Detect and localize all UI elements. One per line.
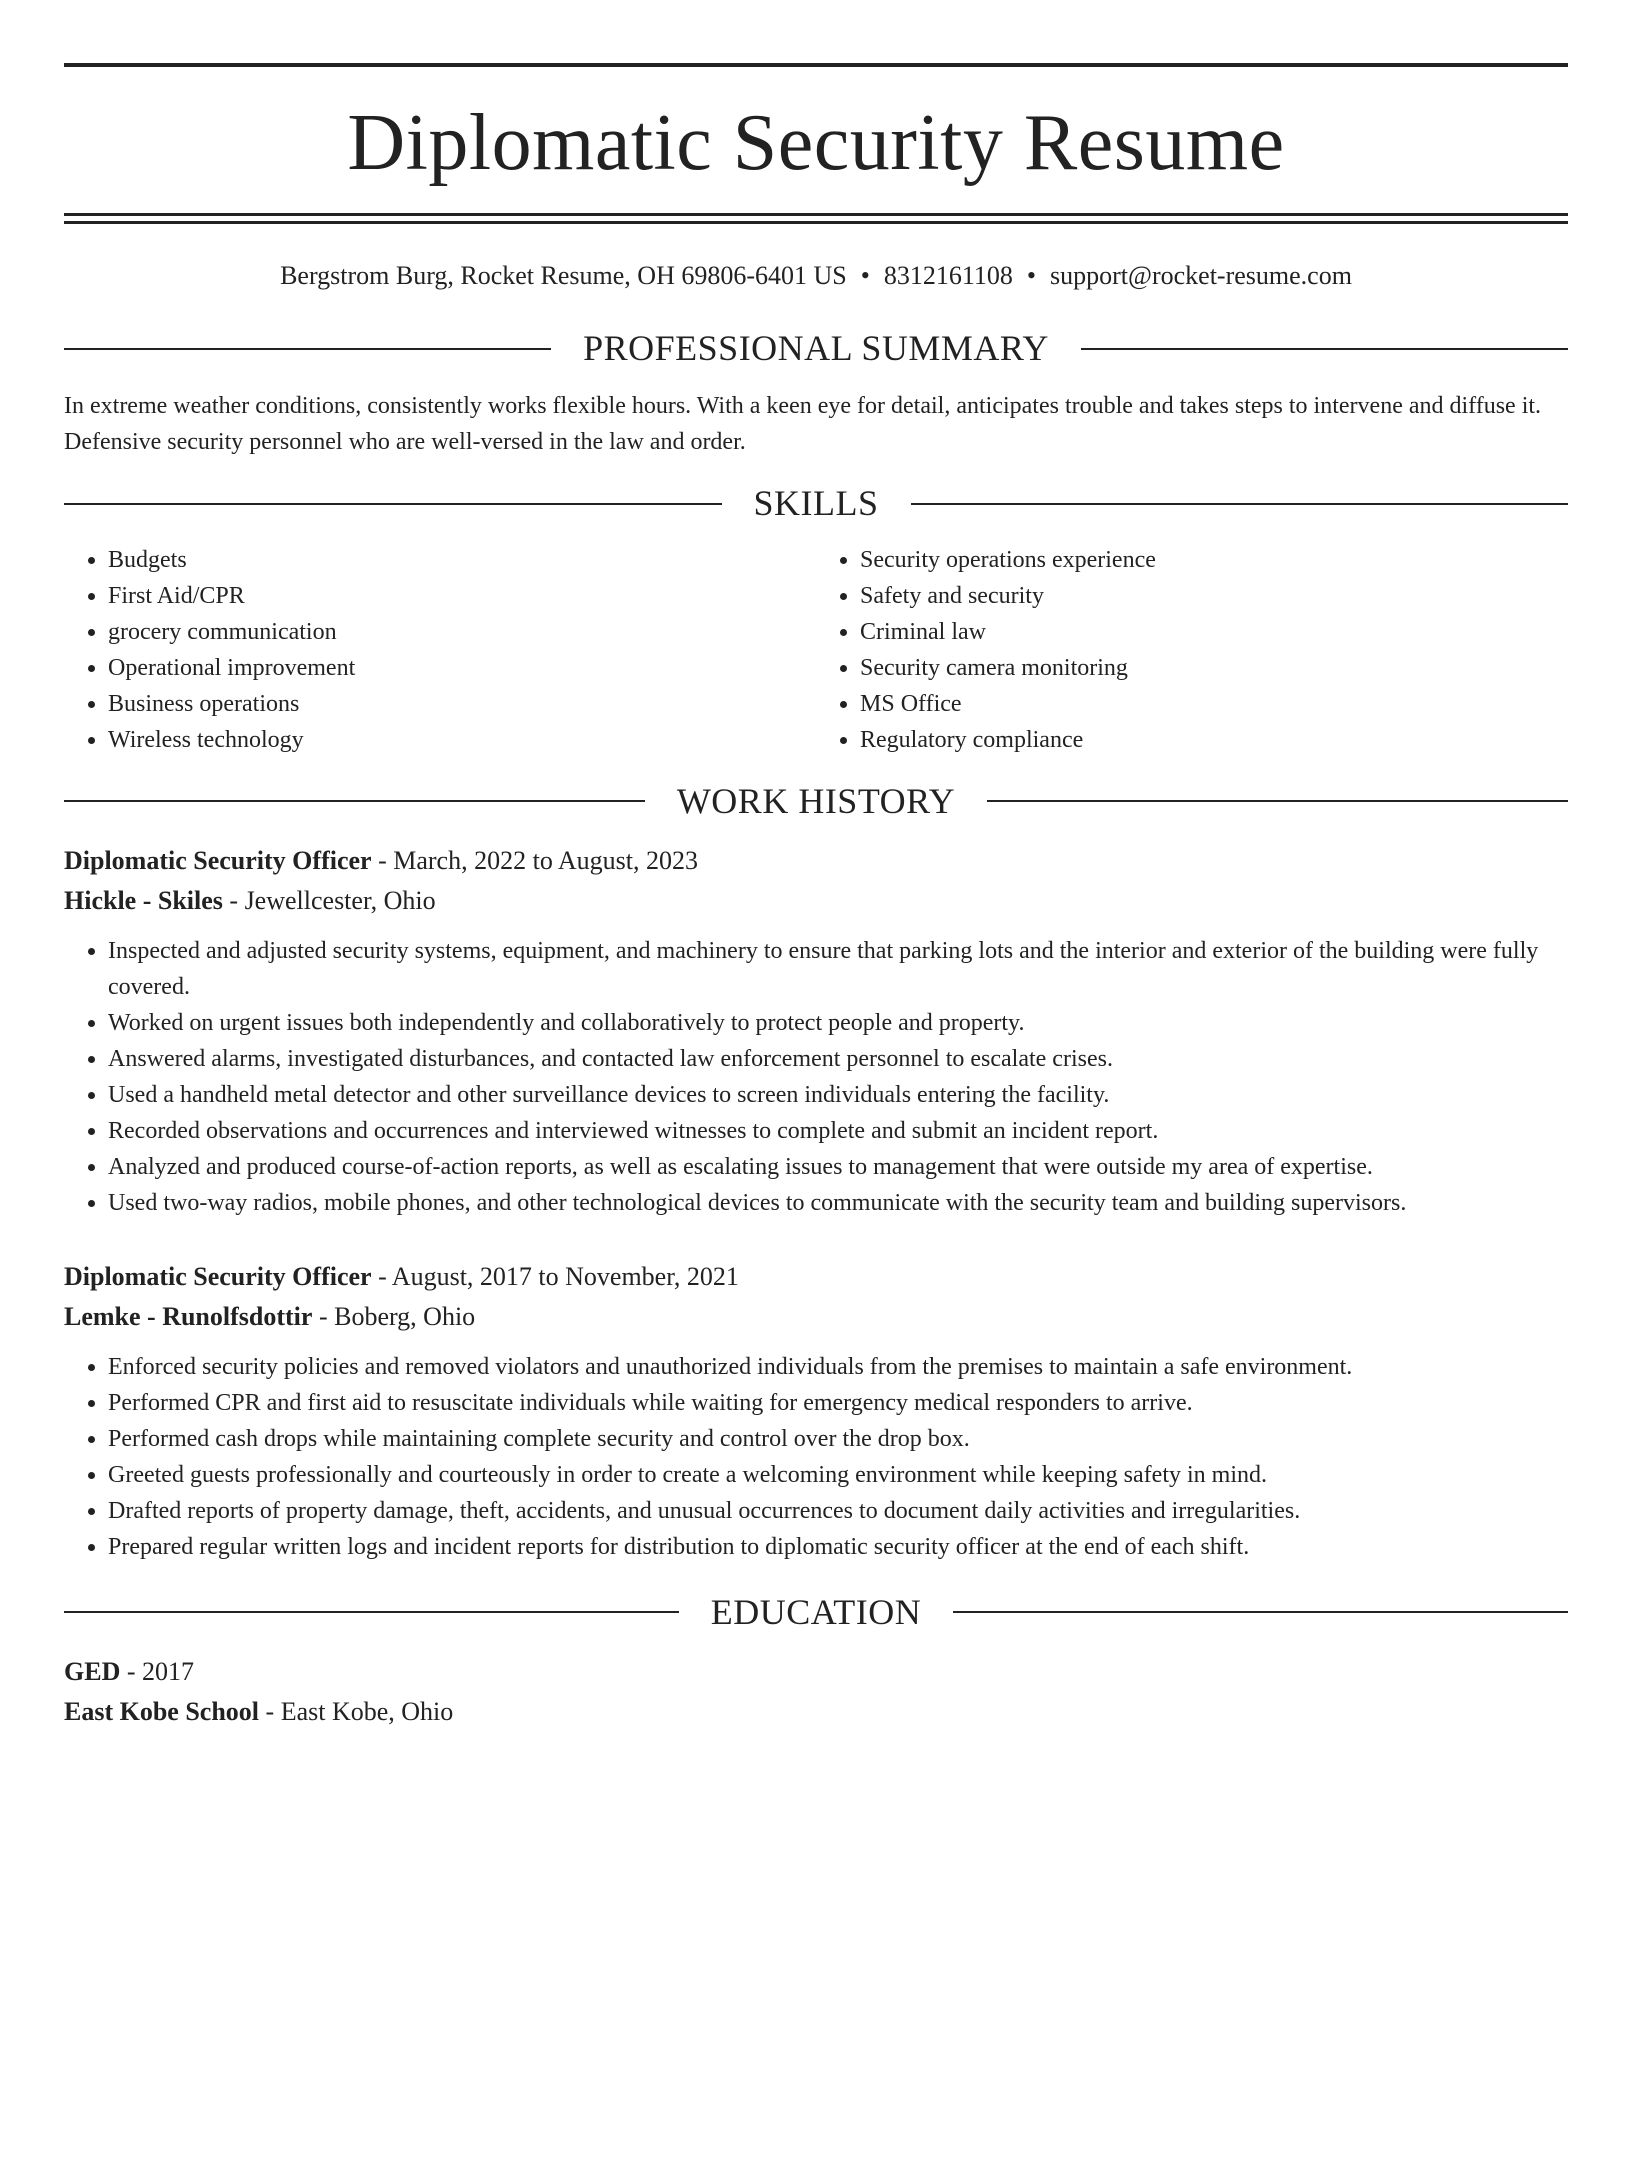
heading-rule [64, 348, 551, 350]
education-degree: GED [64, 1656, 121, 1686]
skill-item: • Security camera monitoring [860, 650, 1568, 686]
job-bullet: • Recorded observations and occurrences and interviewed witnesses to complete and submit an incident report. [108, 1113, 1568, 1149]
job-bullets [64, 933, 1568, 1221]
job-company-line [64, 1297, 1568, 1337]
education-school: East Kobe School [64, 1696, 260, 1726]
heading-rule [953, 1611, 1568, 1613]
contact-phone: 8312161108 [883, 261, 1013, 290]
heading-rule [64, 1611, 679, 1613]
skill-item: • Wireless technology [108, 722, 816, 758]
job-title: Diplomatic Security Officer [64, 845, 372, 875]
job-entry [64, 841, 1568, 1221]
job-bullet: • Used two-way radios, mobile phones, and other technological devices to communicate with the security team and building supervisors. [108, 1185, 1568, 1221]
job-company: Hickle - Skiles [64, 885, 223, 915]
job-dates: - March, 2022 to August, 2023 [371, 845, 698, 875]
work-heading: WORK HISTORY [676, 780, 956, 821]
top-rule [64, 63, 1568, 67]
heading-rule [911, 503, 1569, 505]
job-bullet: • Prepared regular written logs and incident reports for distribution to diplomatic security officer at the end of each shift. [108, 1529, 1568, 1565]
resume-title: Diplomatic Security Resume [347, 99, 1285, 187]
contact-line [64, 260, 1568, 291]
job-bullet: • Answered alarms, investigated disturbances, and contacted law enforcement personnel to escalate crises. [108, 1041, 1568, 1077]
job-bullet: • Greeted guests professionally and courteously in order to create a welcoming environment while keeping safety in mind. [108, 1457, 1568, 1493]
job-bullet: • Performed cash drops while maintaining complete security and control over the drop box. [108, 1421, 1568, 1457]
job-title: Diplomatic Security Officer [64, 1261, 372, 1291]
job-entry [64, 1257, 1568, 1565]
summary-text: In extreme weather conditions, consistently works flexible hours. With a keen eye for detail, anticipates trouble and takes steps to intervene and diffuse it. Defensive security personnel who are well-versed in the law and order. [64, 393, 1542, 456]
skill-item: • Operational improvement [108, 650, 816, 686]
contact-address: Bergstrom Burg, Rocket Resume, OH 69806-6401 US [280, 261, 847, 290]
skill-item: • grocery communication [108, 614, 816, 650]
job-dates: - August, 2017 to November, 2021 [371, 1261, 739, 1291]
separator-dot: • [860, 261, 870, 290]
education-school-line [64, 1692, 1568, 1732]
heading-rule [987, 800, 1568, 802]
education-heading: EDUCATION [710, 1591, 922, 1632]
skill-item: • Criminal law [860, 614, 1568, 650]
job-location: - Jewellcester, Ohio [222, 885, 436, 915]
job-title-line [64, 1257, 1568, 1297]
skills-heading: SKILLS [753, 483, 879, 524]
education-location: - East Kobe, Ohio [259, 1696, 454, 1726]
job-title-line [64, 841, 1568, 881]
job-bullet: • Inspected and adjusted security systems, equipment, and machinery to ensure that parking lots and the interior and exterior of the building were fully covered. [108, 933, 1568, 1005]
education-degree-line [64, 1652, 1568, 1692]
contact-email[interactable]: support@rocket-resume.com [1050, 261, 1352, 290]
skill-item: • MS Office [860, 686, 1568, 722]
job-bullet: • Drafted reports of property damage, theft, accidents, and unusual occurrences to document daily activities and irregularities. [108, 1493, 1568, 1529]
job-bullet: • Enforced security policies and removed violators and unauthorized individuals from the premises to maintain a safe environment. [108, 1349, 1568, 1385]
skills-heading-row [64, 482, 1568, 525]
job-bullet: • Worked on urgent issues both independently and collaboratively to protect people and property. [108, 1005, 1568, 1041]
resume-page [0, 63, 1632, 2175]
skill-item: • First Aid/CPR [108, 578, 816, 614]
title-double-rule [64, 213, 1568, 224]
heading-rule [64, 503, 722, 505]
skills-list-left [64, 542, 816, 758]
education-heading-row [64, 1591, 1568, 1634]
job-company: Lemke - Runolfsdottir [64, 1301, 313, 1331]
education-entry [64, 1652, 1568, 1732]
skill-item: • Budgets [108, 542, 816, 578]
job-bullets [64, 1349, 1568, 1565]
work-heading-row [64, 780, 1568, 823]
summary-heading: PROFESSIONAL SUMMARY [583, 328, 1049, 369]
skill-item: • Safety and security [860, 578, 1568, 614]
heading-rule [64, 800, 645, 802]
job-bullet: • Used a handheld metal detector and other surveillance devices to screen individuals entering the facility. [108, 1077, 1568, 1113]
separator-dot: • [1026, 261, 1037, 290]
skill-item: • Business operations [108, 686, 816, 722]
skill-item: • Security operations experience [860, 542, 1568, 578]
summary-heading-row [64, 327, 1568, 370]
heading-rule [1081, 348, 1568, 350]
job-location: - Boberg, Ohio [312, 1301, 476, 1331]
skills-columns [64, 542, 1568, 758]
education-year: - 2017 [120, 1656, 195, 1686]
skills-list-right [816, 542, 1568, 758]
job-bullet: • Analyzed and produced course-of-action reports, as well as escalating issues to management that were outside my area of expertise. [108, 1149, 1568, 1185]
job-bullet: • Performed CPR and first aid to resuscitate individuals while waiting for emergency medical responders to arrive. [108, 1385, 1568, 1421]
job-company-line [64, 881, 1568, 921]
skill-item: • Regulatory compliance [860, 722, 1568, 758]
